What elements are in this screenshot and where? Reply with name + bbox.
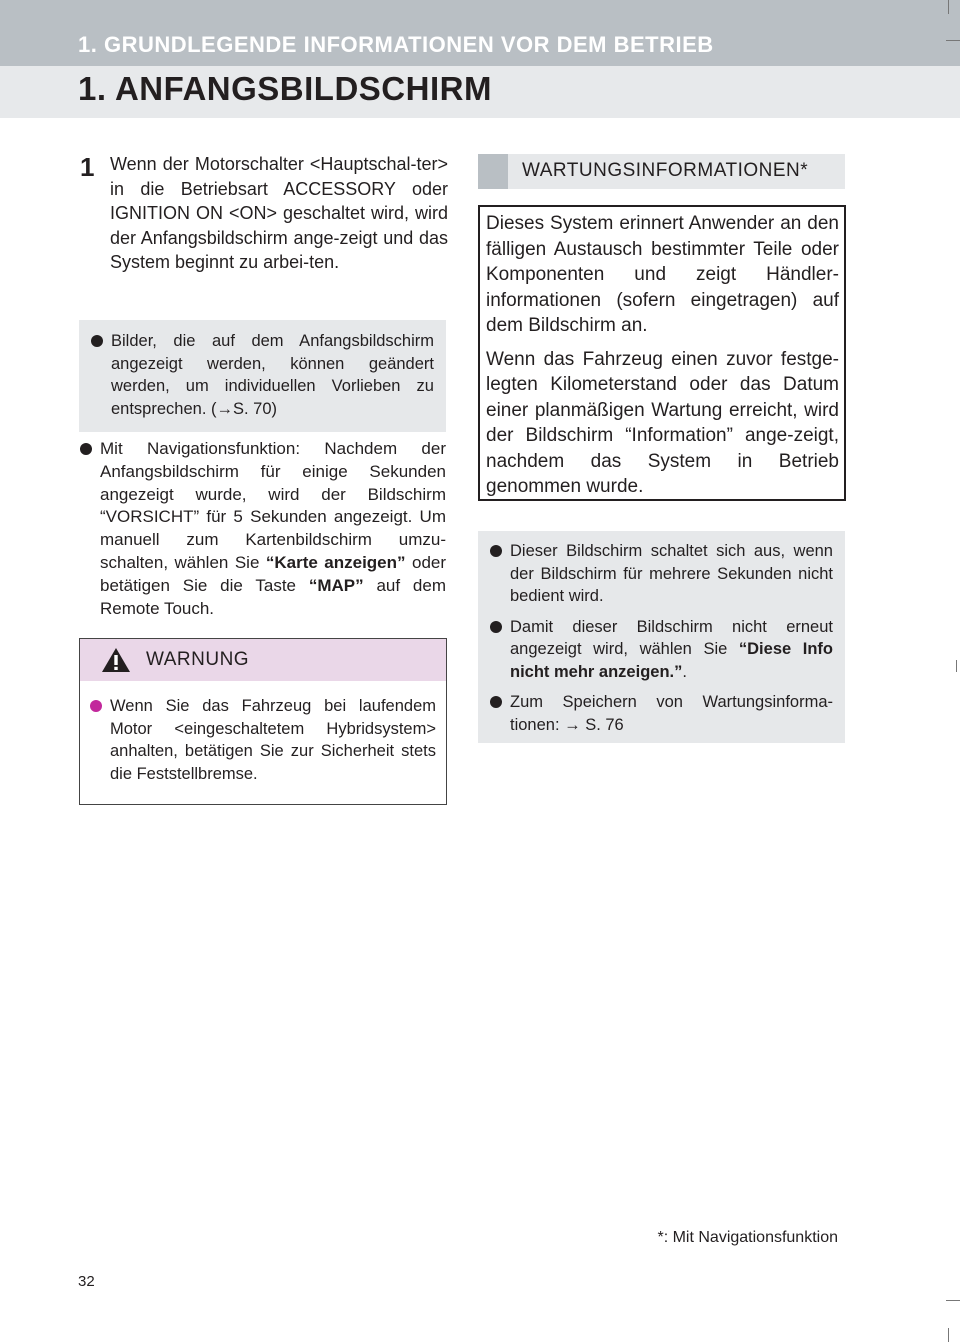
warning-box [79,638,447,805]
step-1 [80,152,448,275]
warning-body [80,681,446,785]
heading-tab [478,154,508,189]
bullet-dot-icon [80,443,92,455]
page-title: 1. ANFANGSBILDSCHIRM [78,70,492,107]
list-item [490,616,833,684]
bullet-dot-icon [90,700,102,712]
info-box-maintenance [478,531,845,743]
maintenance-paragraph: Wenn das Fahrzeug einen zuvor festge-legten Kilometerstand oder das Datum einer planmäßigen Wartung erreicht, wird der Bildschirm “Information” ange-zeigt, nachdem das System in Betrieb genommen wurde. [486,348,839,497]
warning-header [80,639,446,681]
bullet-text: auf dem Remote Touch. [100,575,446,618]
list-item [490,540,833,608]
trim-mark [948,1328,949,1342]
trim-mark [946,40,960,41]
diese-info-label: “Diese Info nicht mehr anzeigen.” [510,640,833,681]
bullet-text: Dieser Bildschirm schaltet sich aus, wenn der Bildschirm für mehrere Sekunden nicht bedient wird. [510,542,833,605]
navigation-note [80,438,446,620]
warning-text: Wenn Sie das Fahrzeug bei laufendem Motor <eingeschaltetem Hybridsystem> anhalten, betätigen Sie zur Sicherheit stets die Feststellbremse. [110,697,436,783]
trim-mark [946,1300,960,1301]
warning-label: WARNUNG [146,649,250,670]
footnote: *: Mit Navigationsfunktion [657,1229,838,1246]
step-number: 1 [80,152,95,182]
maintenance-box [478,205,846,501]
bullet-text: Zum Speichern von Wartungsinforma-tionen: → S. 76 [510,693,833,734]
page-number: 32 [78,1273,95,1290]
bullet-dot-icon [490,621,502,633]
karte-anzeigen-label: “Karte anzeigen” [265,552,406,572]
info-box-images [79,320,446,432]
bullet-text: oder betätigen Sie die Taste [100,552,447,595]
maintenance-paragraph: Dieses System erinnert Anwender an den fälligen Austausch bestimmter Teile oder Komponenten und zeigt Händler-informationen (sofern eingetragen) auf dem Bildschirm an. [486,213,839,336]
trim-mark [956,660,957,672]
list-item [80,438,446,620]
trim-mark [948,0,949,14]
bullet-text: Bilder, die auf dem Anfangsbildschirm angezeigt werden, können geändert werden, um individuellen Vorlieben zu entsprechen. (→S. 70) [111,332,434,418]
bullet-dot-icon [490,696,502,708]
bullet-text: Mit Navigationsfunktion: Nachdem der Anfangsbildschirm für einige Sekunden angezeigt wurde, wird der Bildschirm “VORSICHT” für 5 Sekunden angezeigt. Um manuell zum Kartenbildschirm umzu-schalten, wählen Sie [100,439,446,572]
maintenance-heading-label: WARTUNGSINFORMATIONEN* [522,160,809,181]
map-label: “MAP” [308,575,364,595]
maintenance-heading [478,154,845,189]
chapter-title: 1. GRUNDLEGENDE INFORMATIONEN VOR DEM BETRIEB [78,32,714,57]
step-text: Wenn der Motorschalter <Hauptschal-ter> in die Betriebsart ACCESSORY oder IGNITION ON <ON> geschaltet wird, wird der Anfangsbildschirm ange-zeigt und das System beginnt zu arbei-ten. [110,154,448,272]
bullet-text: Damit dieser Bildschirm nicht erneut angezeigt wird, wählen Sie [510,617,833,658]
bullet-dot-icon [91,335,103,347]
list-item [90,695,436,785]
warning-icon [101,647,131,673]
list-item [490,691,833,736]
bullet-dot-icon [490,545,502,557]
bullet-text: . [682,662,687,681]
list-item [91,330,434,420]
